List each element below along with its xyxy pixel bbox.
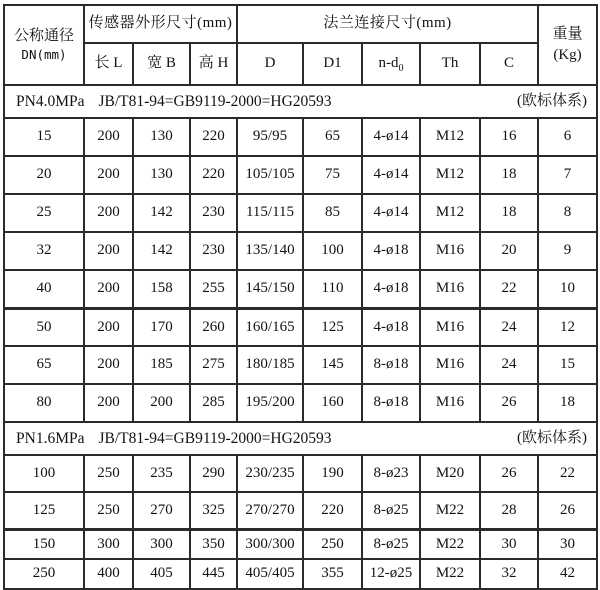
section-row-pn16: [4, 422, 597, 455]
cell-l: 200: [84, 118, 133, 156]
cell-h: 285: [190, 384, 237, 422]
cell-d1: 145: [303, 346, 362, 384]
cell-dn: 25: [4, 194, 84, 232]
cell-h: 445: [190, 559, 237, 589]
cell-h: 220: [190, 156, 237, 194]
table-row: [4, 232, 597, 270]
col-header-weight: [538, 5, 597, 85]
cell-h: 275: [190, 346, 237, 384]
cell-nd0: 8-ø18: [362, 346, 420, 384]
cell-kg: 22: [538, 455, 597, 492]
cell-l: 200: [84, 194, 133, 232]
cell-th: M16: [420, 384, 480, 422]
cell-b: 270: [133, 492, 190, 529]
cell-nd0: 12-ø25: [362, 559, 420, 589]
cell-kg: 7: [538, 156, 597, 194]
col-header-flange-dimensions: 法兰连接尺寸(mm): [237, 5, 538, 43]
cell-h: 230: [190, 194, 237, 232]
cell-b: 235: [133, 455, 190, 492]
table-row: [4, 118, 597, 156]
cell-dn: 40: [4, 270, 84, 308]
cell-l: 200: [84, 232, 133, 270]
cell-dn: 65: [4, 346, 84, 384]
cell-b: 130: [133, 118, 190, 156]
cell-c: 26: [480, 384, 538, 422]
cell-dn: 100: [4, 455, 84, 492]
cell-dn: 32: [4, 232, 84, 270]
cell-d: 405/405: [237, 559, 303, 589]
section-pn-label: PN4.0MPa: [16, 92, 85, 110]
cell-nd0: 4-ø14: [362, 118, 420, 156]
cell-d: 135/140: [237, 232, 303, 270]
cell-b: 158: [133, 270, 190, 308]
cell-nd0: 8-ø18: [362, 384, 420, 422]
cell-c: 24: [480, 346, 538, 384]
cell-b: 142: [133, 232, 190, 270]
cell-b: 170: [133, 308, 190, 346]
col-header-nd0: [362, 43, 420, 85]
cell-h: 350: [190, 529, 237, 559]
cell-th: M22: [420, 529, 480, 559]
cell-b: 405: [133, 559, 190, 589]
cell-d: 230/235: [237, 455, 303, 492]
table-row: [4, 559, 597, 589]
cell-th: M20: [420, 455, 480, 492]
dn-unit: DN(mm): [21, 46, 67, 62]
cell-l: 200: [84, 308, 133, 346]
col-header-c: C: [480, 43, 538, 85]
cell-c: 30: [480, 529, 538, 559]
cell-d: 95/95: [237, 118, 303, 156]
cell-l: 200: [84, 270, 133, 308]
cell-kg: 8: [538, 194, 597, 232]
cell-d: 105/105: [237, 156, 303, 194]
header-row-groups: [4, 5, 597, 43]
cell-kg: 42: [538, 559, 597, 589]
cell-d: 270/270: [237, 492, 303, 529]
cell-c: 26: [480, 455, 538, 492]
cell-dn: 80: [4, 384, 84, 422]
cell-c: 32: [480, 559, 538, 589]
cell-c: 20: [480, 232, 538, 270]
dn-title: 公称通径: [13, 27, 74, 44]
cell-th: M22: [420, 559, 480, 589]
cell-nd0: 8-ø23: [362, 455, 420, 492]
cell-d1: 75: [303, 156, 362, 194]
table-row: [4, 156, 597, 194]
table-row: [4, 492, 597, 529]
cell-l: 200: [84, 346, 133, 384]
cell-d1: 85: [303, 194, 362, 232]
cell-th: M12: [420, 156, 480, 194]
cell-d: 180/185: [237, 346, 303, 384]
cell-b: 300: [133, 529, 190, 559]
cell-h: 325: [190, 492, 237, 529]
cell-b: 142: [133, 194, 190, 232]
col-header-d: D: [237, 43, 303, 85]
section-note: (欧标体系): [517, 92, 588, 109]
nd0-subscript: 0: [398, 63, 404, 75]
table-row: [4, 308, 597, 346]
cell-th: M16: [420, 270, 480, 308]
cell-l: 250: [84, 455, 133, 492]
cell-kg: 30: [538, 529, 597, 559]
cell-d1: 355: [303, 559, 362, 589]
section-pn-label: PN1.6MPa: [16, 429, 85, 447]
cell-nd0: 4-ø14: [362, 156, 420, 194]
weight-unit: (Kg): [553, 47, 582, 63]
cell-h: 230: [190, 232, 237, 270]
cell-l: 400: [84, 559, 133, 589]
cell-d1: 125: [303, 308, 362, 346]
cell-kg: 6: [538, 118, 597, 156]
cell-c: 18: [480, 156, 538, 194]
cell-d: 195/200: [237, 384, 303, 422]
col-header-th: Th: [420, 43, 480, 85]
cell-nd0: 4-ø18: [362, 308, 420, 346]
section-cell-pn40: [4, 85, 597, 118]
table-row: [4, 384, 597, 422]
cell-d1: 110: [303, 270, 362, 308]
cell-kg: 18: [538, 384, 597, 422]
cell-dn: 150: [4, 529, 84, 559]
cell-d: 145/150: [237, 270, 303, 308]
cell-b: 200: [133, 384, 190, 422]
cell-d1: 190: [303, 455, 362, 492]
table-row: [4, 194, 597, 232]
cell-nd0: 4-ø14: [362, 194, 420, 232]
cell-b: 130: [133, 156, 190, 194]
cell-kg: 9: [538, 232, 597, 270]
cell-c: 24: [480, 308, 538, 346]
cell-th: M12: [420, 194, 480, 232]
cell-dn: 50: [4, 308, 84, 346]
col-header-d1: D1: [303, 43, 362, 85]
section-note: (欧标体系): [517, 429, 588, 446]
cell-h: 260: [190, 308, 237, 346]
table-row: [4, 346, 597, 384]
section-row-pn40: [4, 85, 597, 118]
cell-c: 28: [480, 492, 538, 529]
cell-dn: 20: [4, 156, 84, 194]
cell-th: M16: [420, 232, 480, 270]
header-row-subcolumns: [4, 43, 597, 85]
cell-d: 160/165: [237, 308, 303, 346]
cell-d1: 160: [303, 384, 362, 422]
col-header-height: 高 H: [190, 43, 237, 85]
col-header-dn: [4, 5, 84, 85]
cell-h: 255: [190, 270, 237, 308]
cell-d: 300/300: [237, 529, 303, 559]
cell-kg: 12: [538, 308, 597, 346]
table-row: [4, 529, 597, 559]
weight-title: 重量: [552, 25, 583, 42]
cell-l: 250: [84, 492, 133, 529]
cell-d1: 65: [303, 118, 362, 156]
cell-nd0: 8-ø25: [362, 492, 420, 529]
cell-th: M12: [420, 118, 480, 156]
col-header-length: 长 L: [84, 43, 133, 85]
cell-dn: 125: [4, 492, 84, 529]
cell-b: 185: [133, 346, 190, 384]
cell-l: 300: [84, 529, 133, 559]
cell-dn: 15: [4, 118, 84, 156]
cell-th: M22: [420, 492, 480, 529]
cell-h: 220: [190, 118, 237, 156]
cell-nd0: 4-ø18: [362, 232, 420, 270]
cell-c: 22: [480, 270, 538, 308]
cell-c: 16: [480, 118, 538, 156]
cell-dn: 250: [4, 559, 84, 589]
cell-h: 290: [190, 455, 237, 492]
cell-kg: 15: [538, 346, 597, 384]
table-row: [4, 455, 597, 492]
cell-l: 200: [84, 156, 133, 194]
table-row: [4, 270, 597, 308]
cell-l: 200: [84, 384, 133, 422]
section-cell-pn16: [4, 422, 597, 455]
col-header-width: 宽 B: [133, 43, 190, 85]
cell-kg: 10: [538, 270, 597, 308]
section-standard: JB/T81-94=GB9119-2000=HG20593: [98, 429, 332, 447]
cell-nd0: 8-ø25: [362, 529, 420, 559]
section-standard: JB/T81-94=GB9119-2000=HG20593: [98, 92, 332, 110]
cell-th: M16: [420, 346, 480, 384]
cell-d1: 220: [303, 492, 362, 529]
col-header-sensor-dimensions: 传感器外形尺寸(mm): [84, 5, 237, 43]
cell-th: M16: [420, 308, 480, 346]
cell-d: 115/115: [237, 194, 303, 232]
cell-kg: 26: [538, 492, 597, 529]
cell-nd0: 4-ø18: [362, 270, 420, 308]
cell-c: 18: [480, 194, 538, 232]
spec-table: [3, 4, 598, 590]
cell-d1: 250: [303, 529, 362, 559]
cell-d1: 100: [303, 232, 362, 270]
nd0-main: n-d: [378, 55, 399, 72]
